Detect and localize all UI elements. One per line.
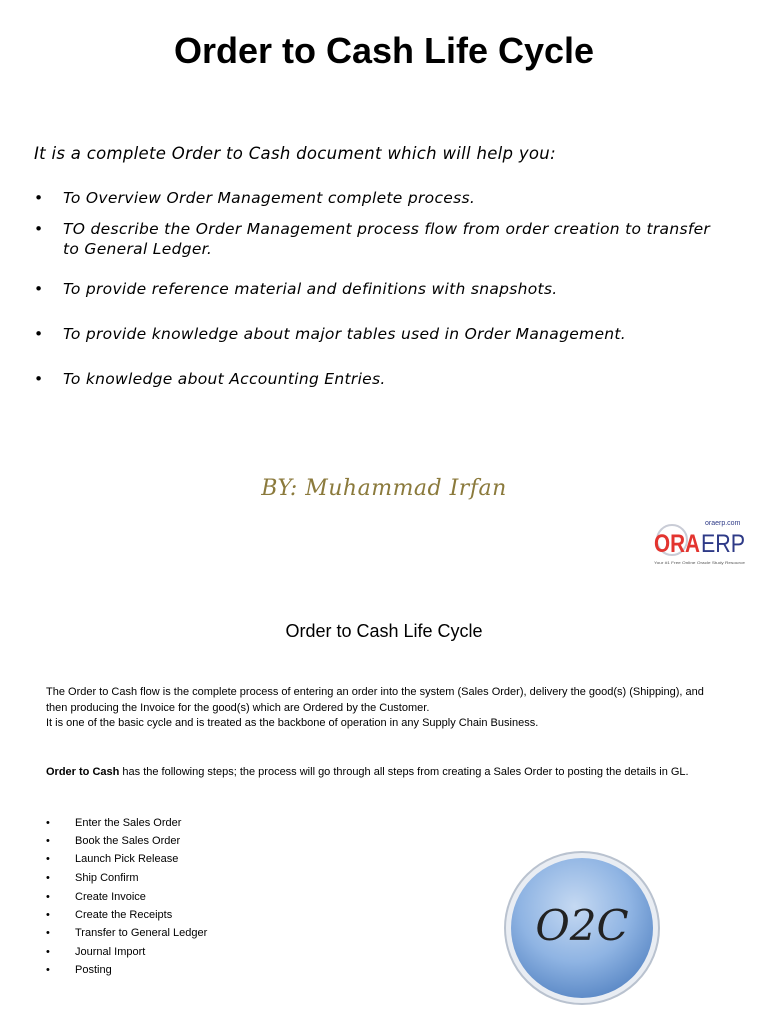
bullet: • [46,927,50,939]
logo-tagline: Your #1 Free Online Oracle Study Resource [654,560,746,565]
list-item [34,324,724,344]
goal-text: To provide reference material and definitions with snapshots. [63,280,558,298]
paragraph-line: It is one of the basic cycle and is treated as the backbone of operation in any Supply Chain Business. [46,717,539,729]
step-text: Transfer to General Ledger [75,927,208,939]
bullet: • [34,325,44,343]
bullet: • [46,946,50,958]
list-item [34,279,724,299]
paragraph-text: has the following steps; the process will go through all steps from creating a Sales Order to posting the details in GL. [119,766,689,778]
list-item [34,188,724,208]
bullet: • [46,835,50,847]
o2c-badge [503,850,661,1006]
bullet: • [46,891,50,903]
step-text: Ship Confirm [75,872,139,884]
badge-label: O2C [535,901,629,950]
bullet: • [46,817,50,829]
logo-erp: ERP [701,530,745,558]
bullet: • [34,189,44,207]
bullet: • [46,872,50,884]
step-text: Journal Import [75,946,146,958]
goal-text: To Overview Order Management complete process. [63,189,476,207]
intro-paragraph [46,685,716,732]
goal-text: To provide knowledge about major tables used in Order Management. [63,325,627,343]
bullet: • [46,964,50,976]
section-title: Order to Cash Life Cycle [285,621,483,641]
bold-term: Order to Cash [46,766,120,778]
bullet: • [34,280,44,298]
step-text: Posting [75,964,112,976]
step-text: Create the Receipts [75,909,173,921]
author-signature: BY: Muhammad Irfan [261,476,507,501]
oraerp-logo [652,517,748,569]
step-text: Enter the Sales Order [75,817,182,829]
bullet: • [34,220,44,238]
list-item [34,219,724,259]
step-text: Book the Sales Order [75,835,181,847]
step-text: Create Invoice [75,891,146,903]
intro-text: It is a complete Order to Cash document which will help you: [34,144,556,163]
step-text: Launch Pick Release [75,853,179,865]
logo-site: oraerp.com [705,520,741,527]
steps-paragraph [46,765,716,781]
goal-text: TO describe the Order Management process flow from order creation to transfer to General Ledger. [63,220,711,258]
goal-text: To knowledge about Accounting Entries. [63,370,386,388]
bullet: • [46,909,50,921]
logo-ora: ORA [654,530,700,558]
bullet: • [46,853,50,865]
paragraph-line: The Order to Cash flow is the complete process of entering an order into the system (Sales Order), delivery the good(s) (Shipping), and then producing the Invoice for the good(s) which are Ordered by the Customer. [46,686,704,714]
bullet: • [34,370,44,388]
list-item [34,369,724,389]
page-title: Order to Cash Life Cycle [173,30,595,71]
